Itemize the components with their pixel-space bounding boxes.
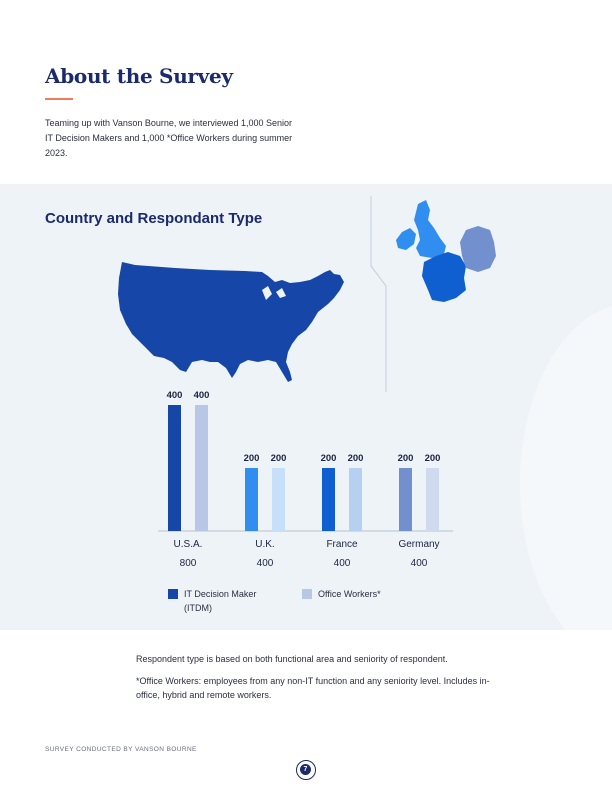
legend-label-itdm-line2: (ITDM) bbox=[184, 603, 212, 613]
category-total: 400 bbox=[256, 558, 274, 569]
data-label: 200 bbox=[320, 453, 337, 464]
data-label: 400 bbox=[193, 390, 210, 401]
data-label: 200 bbox=[424, 453, 441, 464]
data-label: 200 bbox=[397, 453, 414, 464]
bar-usa-itdm bbox=[168, 405, 181, 531]
note-respondent-type: Respondent type is based on both functional area and seniority of respondent. bbox=[136, 654, 448, 664]
legend-swatch-office bbox=[302, 589, 312, 599]
legend-label-itdm-line1: IT Decision Maker bbox=[184, 589, 257, 599]
bar-uk-itdm bbox=[245, 468, 258, 531]
category-label: France bbox=[326, 539, 358, 550]
note-office-workers: *Office Workers: employees from any non-IT function and any seniority level. Includes in-office, hybrid and remote workers. bbox=[136, 676, 490, 700]
intro-text: Teaming up with Vanson Bourne, we interviewed 1,000 Senior IT Decision Makers and 1,000 *Office Workers during summer 2023. bbox=[45, 118, 293, 158]
category-label: U.K. bbox=[255, 539, 275, 550]
bar-france-office bbox=[349, 468, 362, 531]
legend-swatch-itdm bbox=[168, 589, 178, 599]
data-label: 400 bbox=[166, 390, 183, 401]
page-number-badge bbox=[296, 760, 316, 780]
data-label: 200 bbox=[270, 453, 287, 464]
legend-label-office: Office Workers* bbox=[318, 589, 381, 599]
footer-label: SURVEY CONDUCTED BY VANSON BOURNE bbox=[45, 746, 197, 753]
bar-germany-office bbox=[426, 468, 439, 531]
data-label: 200 bbox=[347, 453, 364, 464]
page-number: 7 bbox=[300, 764, 311, 775]
category-label: U.S.A. bbox=[173, 539, 203, 550]
section-title: Country and Respondant Type bbox=[45, 210, 263, 227]
category-total: 800 bbox=[179, 558, 197, 569]
data-label: 200 bbox=[243, 453, 260, 464]
category-label: Germany bbox=[398, 539, 440, 550]
bar-usa-office bbox=[195, 405, 208, 531]
category-total: 400 bbox=[410, 558, 428, 569]
bar-france-itdm bbox=[322, 468, 335, 531]
page-title: About the Survey bbox=[45, 64, 233, 88]
bar-germany-itdm bbox=[399, 468, 412, 531]
bar-uk-office bbox=[272, 468, 285, 531]
category-total: 400 bbox=[333, 558, 351, 569]
